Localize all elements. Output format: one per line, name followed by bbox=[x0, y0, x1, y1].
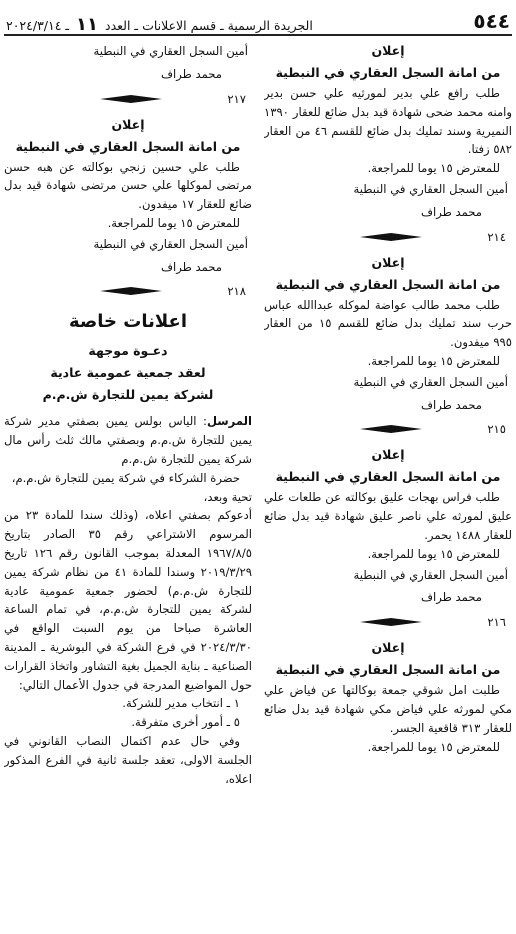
special-notices-section bbox=[4, 308, 252, 788]
notice-number: ٢١٤ bbox=[487, 229, 506, 244]
diamond-divider-icon bbox=[100, 95, 162, 103]
notice-number: ٢١٦ bbox=[487, 615, 506, 630]
notice-body: طلب فراس بهجات عليق بوكالته عن طلعات علي عليق لمورثه علي ناصر عليق شهادة قيد بدل ضائع للعقار ١٤٨٨ يحمر. bbox=[264, 490, 512, 542]
diamond-divider-icon bbox=[360, 425, 422, 433]
notice-objection: للمعترض ١٥ يوما للمراجعة. bbox=[367, 546, 500, 561]
left-column bbox=[4, 40, 252, 934]
signature-title: أمين السجل العقاري في النبطية bbox=[93, 236, 248, 251]
invitation-subtitle-1: لعقد جمعية عمومية عادية bbox=[50, 365, 206, 381]
invitation-body: أدعوكم بصفتي اعلاه، (وذلك سندا للمادة ٢٣ من المرسوم الاشتراعي رقم ٣٥ الصادر بتاريخ ١٩٦٧/٨/٥ المعدلة بموجب القانون رقم ١٢٦ تاريخ ٢٠١٩/٣/٢٩ وسندا للمادة ٤١ من نظام شركة يمين للتجارة ش.م.م) لحضور جمعية عمومية عادية لشركة يمين للتجارة ش.م.م، في تمام الساعة العاشرة صباحا من يوم السبت الواقع في ٢٠٢٤/٣/٣٠ في فرع الشركة في البوشرية ـ المدينة الصناعية ـ بناية الجميل بغية التشاور واتخاذ القرارات حول المواضيع المدرجة في جدول الأعمال التالي: bbox=[4, 508, 252, 692]
notice-objection: للمعترض ١٥ يوما للمراجعة. bbox=[367, 353, 500, 368]
notice-subheading: من امانة السجل العقاري في النبطية bbox=[275, 65, 501, 80]
invitation-subtitle-2: لشركة يمين للتجارة ش.م.م bbox=[42, 387, 214, 403]
notice-separator bbox=[264, 611, 512, 633]
notice-heading: إعلان bbox=[111, 116, 145, 132]
notice-216 bbox=[264, 444, 512, 633]
notice-separator bbox=[264, 418, 512, 440]
page-number: ٥٤٤ bbox=[473, 9, 510, 33]
notice-218 bbox=[4, 114, 252, 303]
signature-name: محمد طراف bbox=[160, 66, 222, 81]
issue-date: ـ ٢٠٢٤/٣/١٤ bbox=[6, 18, 70, 33]
notice-217-start bbox=[264, 637, 512, 756]
signature-name: محمد طراف bbox=[420, 397, 482, 412]
signature-name: محمد طراف bbox=[420, 204, 482, 219]
page-header bbox=[4, 8, 512, 36]
invitation-title: دعـوة موجهة bbox=[88, 343, 168, 359]
sender-paragraph bbox=[4, 412, 252, 468]
notice-subheading: من امانة السجل العقاري في النبطية bbox=[15, 138, 241, 154]
notice-objection: للمعترض ١٥ يوما للمراجعة. bbox=[107, 215, 240, 230]
header-running-title bbox=[6, 14, 313, 35]
sender-label: المرسل bbox=[206, 414, 252, 429]
notice-body: طلبت امل شوقي جمعة بوكالتها عن فياض علي مكي لمورثه علي فياض مكي شهادة قيد بدل ضائع للعقار ٣١٣ قاقعية الجسر. bbox=[264, 683, 512, 735]
issue-number: ١١ bbox=[76, 14, 99, 35]
notice-215 bbox=[264, 252, 512, 441]
notice-subheading: من امانة السجل العقاري في النبطية bbox=[275, 276, 501, 292]
section-title: اعلانات خاصة bbox=[68, 311, 188, 333]
notice-number: ٢١٧ bbox=[227, 91, 246, 106]
diamond-divider-icon bbox=[100, 287, 162, 295]
notice-heading: إعلان bbox=[371, 447, 405, 463]
invitation-final: وفي حال عدم اكتمال النصاب القانوني في الجلسة الاولى، تعقد جلسة ثانية في الفرع المذكور اعلاه، bbox=[4, 733, 252, 786]
notice-objection: للمعترض ١٥ يوما للمراجعة. bbox=[367, 739, 500, 754]
agenda-item: ١ ـ انتخاب مدير للشركة. bbox=[122, 696, 240, 711]
signature-name: محمد طراف bbox=[420, 590, 482, 605]
notice-separator bbox=[4, 280, 252, 302]
notice-heading: إعلان bbox=[371, 43, 405, 58]
notice-objection: للمعترض ١٥ يوما للمراجعة. bbox=[367, 161, 500, 176]
gazette-title: الجريدة الرسمية ـ قسم الاعلانات ـ العدد bbox=[105, 18, 313, 33]
notice-heading: إعلان bbox=[371, 640, 405, 656]
notice-separator bbox=[264, 226, 512, 248]
notice-number: ٢١٥ bbox=[487, 422, 506, 437]
notice-214 bbox=[264, 40, 512, 248]
signature-title: أمين السجل العقاري في النبطية bbox=[353, 567, 508, 582]
notice-heading: إعلان bbox=[371, 254, 405, 270]
greeting: تحية وبعد، bbox=[203, 489, 252, 504]
notice-number: ٢١٨ bbox=[227, 284, 246, 299]
signature-title: أمين السجل العقاري في النبطية bbox=[353, 374, 508, 389]
signature-title: أمين السجل العقاري في النبطية bbox=[353, 181, 508, 196]
notice-subheading: من امانة السجل العقاري في النبطية bbox=[275, 662, 501, 678]
diamond-divider-icon bbox=[360, 618, 422, 626]
right-column bbox=[264, 40, 512, 934]
agenda-item: ٥ ـ أمور أخرى متفرقة. bbox=[131, 715, 240, 730]
notice-subheading: من امانة السجل العقاري في النبطية bbox=[275, 469, 501, 485]
sender-text: : الياس بولس يمين بصفتي مدير شركة يمين للتجارة ش.م.م وبصفتي مالك ثلث رأس مال شركة يمين للتجارة ش.م.م bbox=[4, 414, 252, 466]
notice-body: طلب محمد طالب عواضة لموكله عبداالله عباس حرب سند تمليك بدل ضائع للقسم ١٥ من العقار ٩٩٥ ميفدون. bbox=[264, 297, 512, 350]
signature-title: أمين السجل العقاري في النبطية bbox=[93, 44, 248, 58]
notice-body: طلب علي حسين زنجي بوكالته عن هبه حسن مرتضى لموكلها علي حسن مرتضى شهادة قيد بدل ضائع للعقار ١٧ ميفدون. bbox=[4, 159, 252, 212]
notice-separator bbox=[4, 88, 252, 110]
diamond-divider-icon bbox=[360, 233, 422, 241]
recipient: حضرة الشركاء في شركة يمين للتجارة ش.م.م، bbox=[11, 470, 240, 485]
notice-body: طلب رافع علي بدير لمورثيه علي حسن بدير وامنه محمد ضحى شهادة قيد بدل ضائع للعقار ١٣٩٠ النميرية وسند تمليك بدل ضائع للقسم ٤٦ من العقار ٥٨٢ زفتا. bbox=[264, 86, 512, 157]
signature-name: محمد طراف bbox=[160, 259, 222, 274]
